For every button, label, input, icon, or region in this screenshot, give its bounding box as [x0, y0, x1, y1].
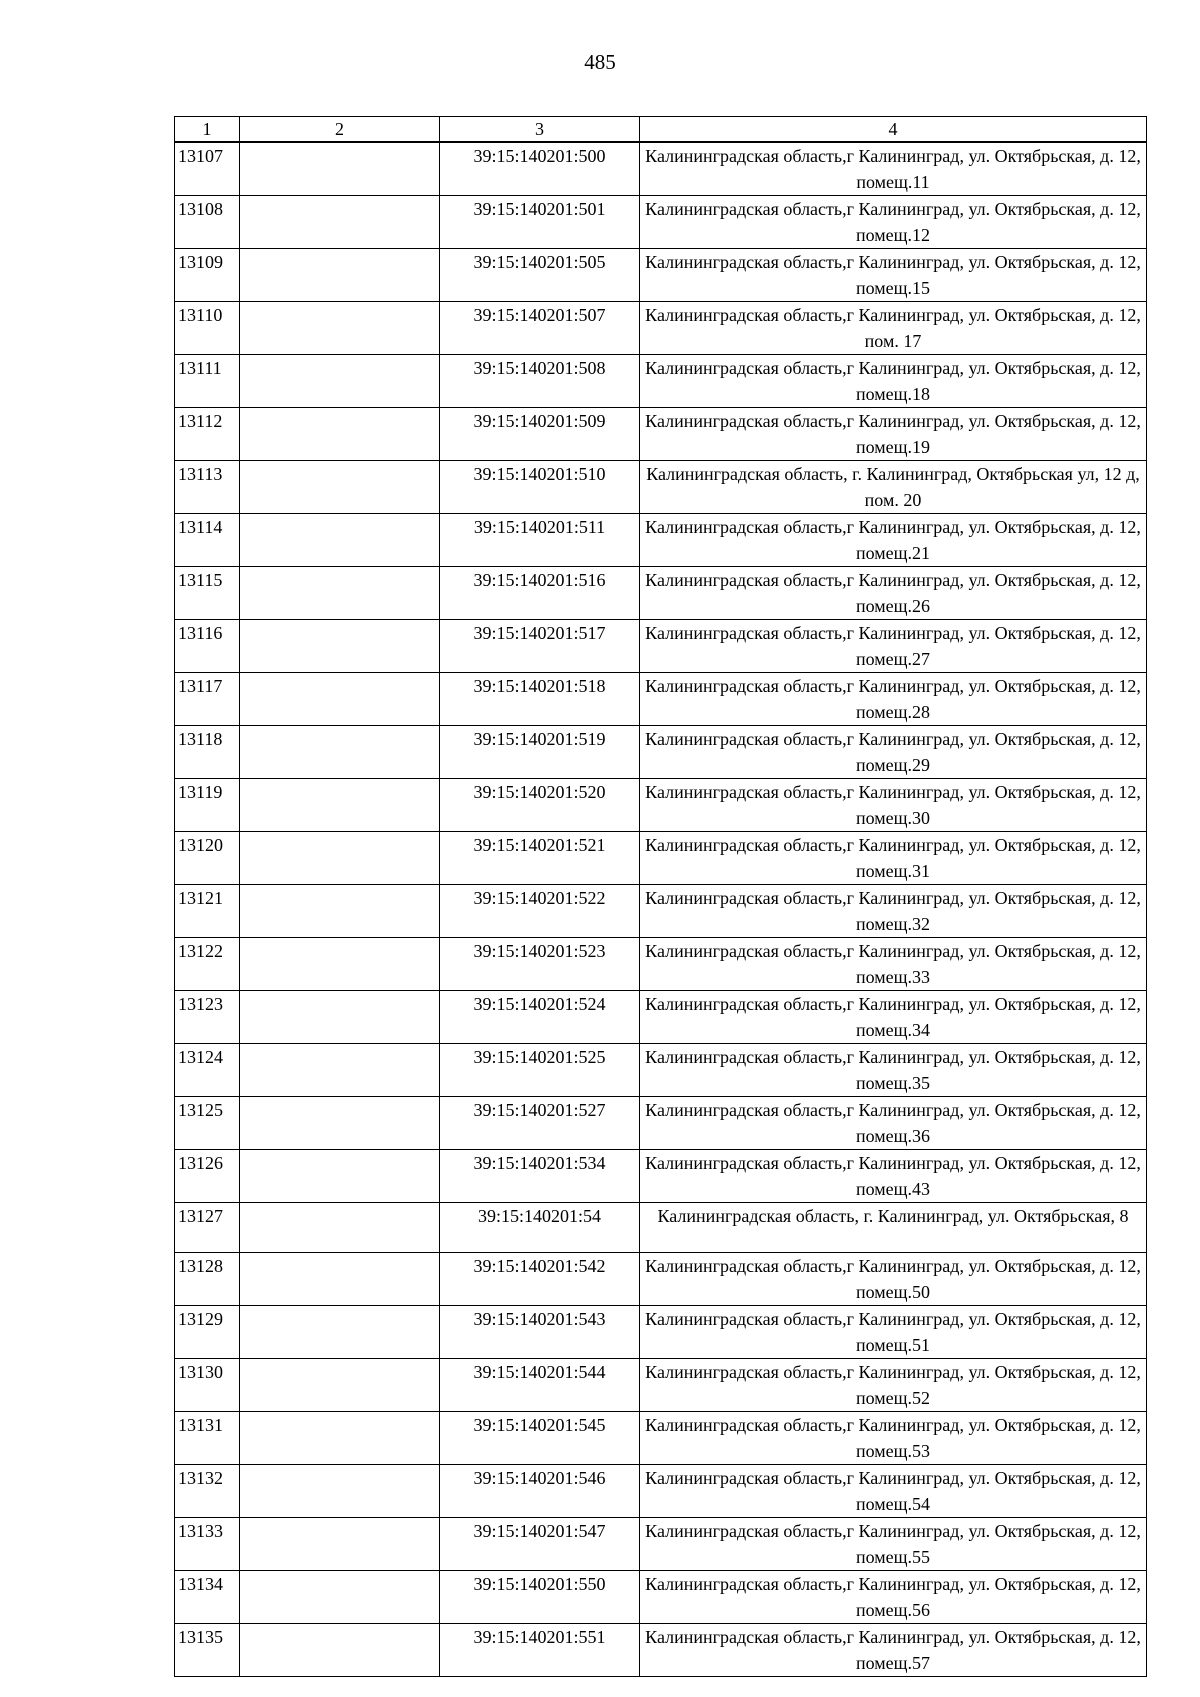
row-col2-cell	[240, 1044, 440, 1097]
cadastral-number-cell: 39:15:140201:546	[440, 1465, 640, 1518]
table-body	[175, 142, 1147, 1677]
row-col2-cell	[240, 1412, 440, 1465]
row-col2-cell	[240, 514, 440, 567]
address-cell: Калининградская область,г Калининград, ул. Октябрьская, д. 12, помещ.32	[640, 885, 1147, 938]
row-col2-cell	[240, 1359, 440, 1412]
row-number-cell: 13110	[175, 302, 240, 355]
row-number-cell: 13109	[175, 249, 240, 302]
row-number-cell: 13131	[175, 1412, 240, 1465]
cadastral-number-cell: 39:15:140201:550	[440, 1571, 640, 1624]
row-col2-cell	[240, 938, 440, 991]
row-col2-cell	[240, 461, 440, 514]
address-cell: Калининградская область,г Калининград, ул. Октябрьская, д. 12, помещ.30	[640, 779, 1147, 832]
row-col2-cell	[240, 1571, 440, 1624]
table-row	[175, 938, 1147, 991]
row-number-cell: 13108	[175, 196, 240, 249]
address-cell: Калининградская область,г Калининград, ул. Октябрьская, д. 12, помещ.12	[640, 196, 1147, 249]
cadastral-number-cell: 39:15:140201:521	[440, 832, 640, 885]
cadastral-number-cell: 39:15:140201:520	[440, 779, 640, 832]
table-row	[175, 1306, 1147, 1359]
row-number-cell: 13113	[175, 461, 240, 514]
address-cell: Калининградская область,г Калининград, ул. Октябрьская, д. 12, помещ.36	[640, 1097, 1147, 1150]
cadastral-number-cell: 39:15:140201:516	[440, 567, 640, 620]
cadastral-number-cell: 39:15:140201:551	[440, 1624, 640, 1677]
row-number-cell: 13119	[175, 779, 240, 832]
row-col2-cell	[240, 1306, 440, 1359]
table-row	[175, 726, 1147, 779]
table-row	[175, 779, 1147, 832]
table-row	[175, 302, 1147, 355]
address-cell: Калининградская область,г Калининград, ул. Октябрьская, д. 12, помещ.52	[640, 1359, 1147, 1412]
table-row	[175, 1518, 1147, 1571]
cadastral-number-cell: 39:15:140201:501	[440, 196, 640, 249]
cadastral-number-cell: 39:15:140201:525	[440, 1044, 640, 1097]
row-number-cell: 13112	[175, 408, 240, 461]
address-cell: Калининградская область,г Калининград, ул. Октябрьская, д. 12, помещ.28	[640, 673, 1147, 726]
row-number-cell: 13133	[175, 1518, 240, 1571]
table-row	[175, 461, 1147, 514]
address-cell: Калининградская область, г. Калининград, Октябрьская ул, 12 д, пом. 20	[640, 461, 1147, 514]
table-row	[175, 1624, 1147, 1677]
table-row	[175, 567, 1147, 620]
row-number-cell: 13114	[175, 514, 240, 567]
row-number-cell: 13117	[175, 673, 240, 726]
address-cell: Калининградская область,г Калининград, ул. Октябрьская, д. 12, помещ.11	[640, 142, 1147, 196]
row-col2-cell	[240, 408, 440, 461]
cadastral-number-cell: 39:15:140201:519	[440, 726, 640, 779]
row-number-cell: 13122	[175, 938, 240, 991]
cadastral-number-cell: 39:15:140201:518	[440, 673, 640, 726]
table-row	[175, 1097, 1147, 1150]
row-col2-cell	[240, 1465, 440, 1518]
row-number-cell: 13115	[175, 567, 240, 620]
row-col2-cell	[240, 196, 440, 249]
cadastral-number-cell: 39:15:140201:522	[440, 885, 640, 938]
table-row	[175, 514, 1147, 567]
row-number-cell: 13123	[175, 991, 240, 1044]
address-cell: Калининградская область,г Калининград, ул. Октябрьская, д. 12, помещ.55	[640, 1518, 1147, 1571]
cadastral-number-cell: 39:15:140201:524	[440, 991, 640, 1044]
table-row	[175, 1150, 1147, 1203]
row-col2-cell	[240, 355, 440, 408]
row-col2-cell	[240, 832, 440, 885]
address-cell: Калининградская область,г Калининград, ул. Октябрьская, д. 12, помещ.54	[640, 1465, 1147, 1518]
address-cell: Калининградская область, г. Калининград, ул. Октябрьская, 8	[640, 1203, 1147, 1253]
row-col2-cell	[240, 1150, 440, 1203]
table-row	[175, 1203, 1147, 1253]
table-row	[175, 249, 1147, 302]
table-row	[175, 1412, 1147, 1465]
address-cell: Калининградская область,г Калининград, ул. Октябрьская, д. 12, пом. 17	[640, 302, 1147, 355]
row-number-cell: 13127	[175, 1203, 240, 1253]
address-cell: Калининградская область,г Калининград, ул. Октябрьская, д. 12, помещ.31	[640, 832, 1147, 885]
header-col-3: 3	[440, 117, 640, 143]
header-col-1: 1	[175, 117, 240, 143]
address-cell: Калининградская область,г Калининград, ул. Октябрьская, д. 12, помещ.18	[640, 355, 1147, 408]
table-row	[175, 355, 1147, 408]
address-cell: Калининградская область,г Калининград, ул. Октябрьская, д. 12, помещ.56	[640, 1571, 1147, 1624]
row-number-cell: 13130	[175, 1359, 240, 1412]
row-col2-cell	[240, 1624, 440, 1677]
row-number-cell: 13126	[175, 1150, 240, 1203]
address-cell: Калининградская область,г Калининград, ул. Октябрьская, д. 12, помещ.57	[640, 1624, 1147, 1677]
row-number-cell: 13116	[175, 620, 240, 673]
address-cell: Калининградская область,г Калининград, ул. Октябрьская, д. 12, помещ.34	[640, 991, 1147, 1044]
cadastral-number-cell: 39:15:140201:500	[440, 142, 640, 196]
table-row	[175, 620, 1147, 673]
row-number-cell: 13111	[175, 355, 240, 408]
row-number-cell: 13107	[175, 142, 240, 196]
row-col2-cell	[240, 885, 440, 938]
address-cell: Калининградская область,г Калининград, ул. Октябрьская, д. 12, помещ.53	[640, 1412, 1147, 1465]
cadastral-number-cell: 39:15:140201:547	[440, 1518, 640, 1571]
address-cell: Калининградская область,г Калининград, ул. Октябрьская, д. 12, помещ.21	[640, 514, 1147, 567]
table-header	[175, 117, 1147, 143]
cadastral-number-cell: 39:15:140201:542	[440, 1253, 640, 1306]
header-row	[175, 117, 1147, 143]
row-col2-cell	[240, 991, 440, 1044]
row-number-cell: 13124	[175, 1044, 240, 1097]
table-row	[175, 1044, 1147, 1097]
cadastral-number-cell: 39:15:140201:545	[440, 1412, 640, 1465]
address-cell: Калининградская область,г Калининград, ул. Октябрьская, д. 12, помещ.51	[640, 1306, 1147, 1359]
row-number-cell: 13132	[175, 1465, 240, 1518]
cadastral-number-cell: 39:15:140201:505	[440, 249, 640, 302]
cadastral-number-cell: 39:15:140201:509	[440, 408, 640, 461]
address-cell: Калининградская область,г Калининград, ул. Октябрьская, д. 12, помещ.50	[640, 1253, 1147, 1306]
address-cell: Калининградская область,г Калининград, ул. Октябрьская, д. 12, помещ.19	[640, 408, 1147, 461]
row-col2-cell	[240, 1253, 440, 1306]
row-number-cell: 13121	[175, 885, 240, 938]
row-col2-cell	[240, 620, 440, 673]
address-cell: Калининградская область,г Калининград, ул. Октябрьская, д. 12, помещ.33	[640, 938, 1147, 991]
table-row	[175, 1253, 1147, 1306]
row-number-cell: 13135	[175, 1624, 240, 1677]
cadastral-number-cell: 39:15:140201:527	[440, 1097, 640, 1150]
table-row	[175, 142, 1147, 196]
row-number-cell: 13128	[175, 1253, 240, 1306]
table-row	[175, 1571, 1147, 1624]
cadastral-number-cell: 39:15:140201:508	[440, 355, 640, 408]
address-cell: Калининградская область,г Калининград, ул. Октябрьская, д. 12, помещ.35	[640, 1044, 1147, 1097]
cadastral-number-cell: 39:15:140201:543	[440, 1306, 640, 1359]
row-number-cell: 13134	[175, 1571, 240, 1624]
row-col2-cell	[240, 673, 440, 726]
address-cell: Калининградская область,г Калининград, ул. Октябрьская, д. 12, помещ.26	[640, 567, 1147, 620]
table-row	[175, 196, 1147, 249]
address-cell: Калининградская область,г Калининград, ул. Октябрьская, д. 12, помещ.27	[640, 620, 1147, 673]
property-registry-table	[174, 116, 1147, 1677]
row-col2-cell	[240, 726, 440, 779]
row-number-cell: 13118	[175, 726, 240, 779]
cadastral-number-cell: 39:15:140201:517	[440, 620, 640, 673]
header-col-4: 4	[640, 117, 1147, 143]
row-col2-cell	[240, 302, 440, 355]
row-col2-cell	[240, 779, 440, 832]
cadastral-number-cell: 39:15:140201:523	[440, 938, 640, 991]
cadastral-number-cell: 39:15:140201:544	[440, 1359, 640, 1412]
cadastral-number-cell: 39:15:140201:510	[440, 461, 640, 514]
table-row	[175, 832, 1147, 885]
page-number: 485	[584, 50, 616, 74]
address-cell: Калининградская область,г Калининград, ул. Октябрьская, д. 12, помещ.15	[640, 249, 1147, 302]
row-number-cell: 13129	[175, 1306, 240, 1359]
row-col2-cell	[240, 1203, 440, 1253]
row-number-cell: 13120	[175, 832, 240, 885]
table-row	[175, 1465, 1147, 1518]
table-row	[175, 408, 1147, 461]
row-col2-cell	[240, 1518, 440, 1571]
table-row	[175, 673, 1147, 726]
row-col2-cell	[240, 567, 440, 620]
row-number-cell: 13125	[175, 1097, 240, 1150]
cadastral-number-cell: 39:15:140201:54	[440, 1203, 640, 1253]
row-col2-cell	[240, 1097, 440, 1150]
address-cell: Калининградская область,г Калининград, ул. Октябрьская, д. 12, помещ.43	[640, 1150, 1147, 1203]
cadastral-number-cell: 39:15:140201:511	[440, 514, 640, 567]
cadastral-number-cell: 39:15:140201:534	[440, 1150, 640, 1203]
row-col2-cell	[240, 142, 440, 196]
header-col-2: 2	[240, 117, 440, 143]
address-cell: Калининградская область,г Калининград, ул. Октябрьская, д. 12, помещ.29	[640, 726, 1147, 779]
table-row	[175, 1359, 1147, 1412]
cadastral-number-cell: 39:15:140201:507	[440, 302, 640, 355]
row-col2-cell	[240, 249, 440, 302]
table-row	[175, 991, 1147, 1044]
table-row	[175, 885, 1147, 938]
